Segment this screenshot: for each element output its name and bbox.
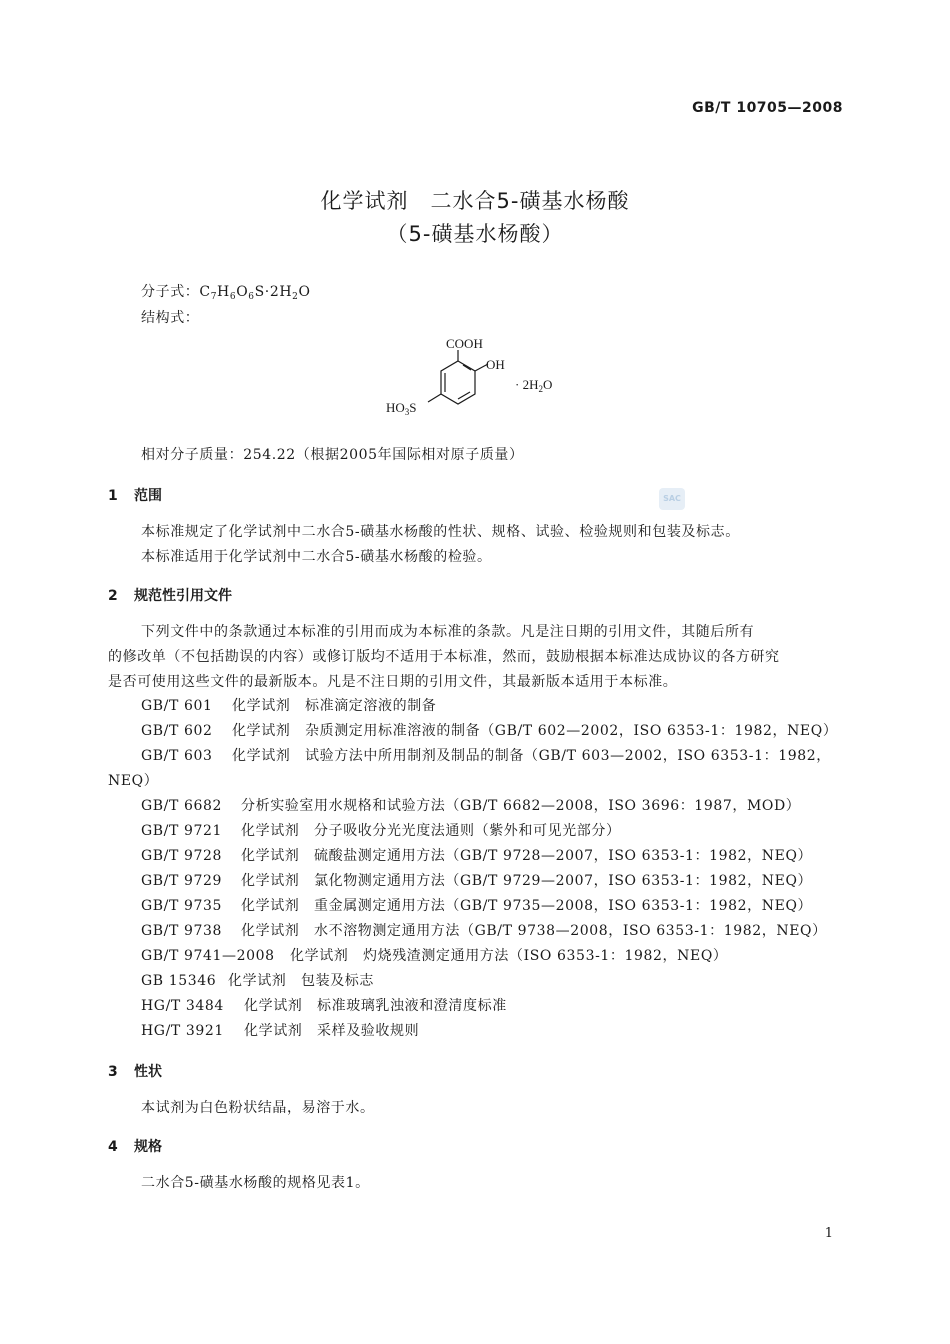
reference-item: GB/T 9738 化学试剂 水不溶物测定通用方法（GB/T 9738—2008，ISO 6353-1：1982，NEQ） <box>141 923 827 939</box>
section-2-para-line-1: 下列文件中的条款通过本标准的引用而成为本标准的条款。凡是注日期的引用文件，其随后所有 <box>141 624 755 640</box>
section-2-heading: 2 规范性引用文件 <box>108 588 232 604</box>
section-1-para-2: 本标准适用于化学试剂中二水合5-磺基水杨酸的检验。 <box>141 549 492 565</box>
structure-label: 结构式： <box>141 310 200 326</box>
hydrate-label: · $2H_2O$ <box>515 377 553 394</box>
oh-label: OH <box>486 357 505 372</box>
section-1-para-1: 本标准规定了化学试剂中二水合5-磺基水杨酸的性状、规格、试验、检验规则和包装及标志。 <box>141 524 740 540</box>
section-3-para: 本试剂为白色粉状结晶，易溶于水。 <box>141 1100 375 1116</box>
reference-item: GB/T 9735 化学试剂 重金属测定通用方法（GB/T 9735—2008，ISO 6353-1：1982，NEQ） <box>141 898 813 914</box>
reference-item: GB/T 6682 分析实验室用水规格和试验方法（GB/T 6682—2008，ISO 3696：1987，MOD） <box>141 798 801 814</box>
reference-item: GB/T 9721 化学试剂 分子吸收分光光度法通则（紫外和可见光部分） <box>141 823 621 839</box>
section-4-para: 二水合5-磺基水杨酸的规格见表1。 <box>141 1175 370 1191</box>
reference-item: GB/T 601 化学试剂 标准滴定溶液的制备 <box>141 698 437 714</box>
section-2-para-line-3: 是否可使用这些文件的最新版本。凡是不注日期的引用文件，其最新版本适用于本标准。 <box>108 674 678 690</box>
reference-item: GB/T 603 化学试剂 试验方法中所用制剂及制品的制备（GB/T 603—2002，ISO 6353-1：1982， <box>141 748 831 764</box>
reference-item: GB/T 9741—2008 化学试剂 灼烧残渣测定通用方法（ISO 6353-1：1982，NEQ） <box>141 948 728 964</box>
reference-item: GB/T 602 化学试剂 杂质测定用标准溶液的制备（GB/T 602—2002，ISO 6353-1：1982，NEQ） <box>141 723 838 739</box>
molecular-formula: 分子式：$C_7H_6O_6S\cdot 2H_2O$ <box>141 284 311 302</box>
section-2-para-line-2: 的修改单（不包括勘误的内容）或修订版均不适用于本标准，然而，鼓励根据本标准达成协议的各方研究 <box>108 649 780 665</box>
ho3s-label: $HO_3S$ <box>386 400 417 417</box>
structural-formula <box>378 332 578 428</box>
sac-watermark: SAC <box>659 488 685 510</box>
reference-item: HG/T 3921 化学试剂 采样及验收规则 <box>141 1023 420 1039</box>
document-subtitle: （5-磺基水杨酸） <box>386 222 564 246</box>
standard-code: GB/T 10705—2008 <box>692 100 843 116</box>
reference-item: HG/T 3484 化学试剂 标准玻璃乳浊液和澄清度标准 <box>141 998 507 1014</box>
reference-item: GB/T 9729 化学试剂 氯化物测定通用方法（GB/T 9729—2007，ISO 6353-1：1982，NEQ） <box>141 873 813 889</box>
page-number: 1 <box>824 1226 833 1241</box>
section-3-heading: 3 性状 <box>108 1064 162 1080</box>
section-4-heading: 4 规格 <box>108 1139 162 1155</box>
cooh-label: COOH <box>446 336 483 351</box>
document-title: 化学试剂 二水合5-磺基水杨酸 <box>320 189 630 213</box>
section-1-heading: 1 范围 <box>108 488 162 504</box>
reference-item: GB/T 9728 化学试剂 硫酸盐测定通用方法（GB/T 9728—2007，ISO 6353-1：1982，NEQ） <box>141 848 813 864</box>
reference-item: GB 15346 化学试剂 包装及标志 <box>141 973 374 989</box>
molecular-mass: 相对分子质量：254.22（根据2005年国际相对原子质量） <box>141 447 524 463</box>
reference-item-continuation: NEQ） <box>108 773 159 789</box>
